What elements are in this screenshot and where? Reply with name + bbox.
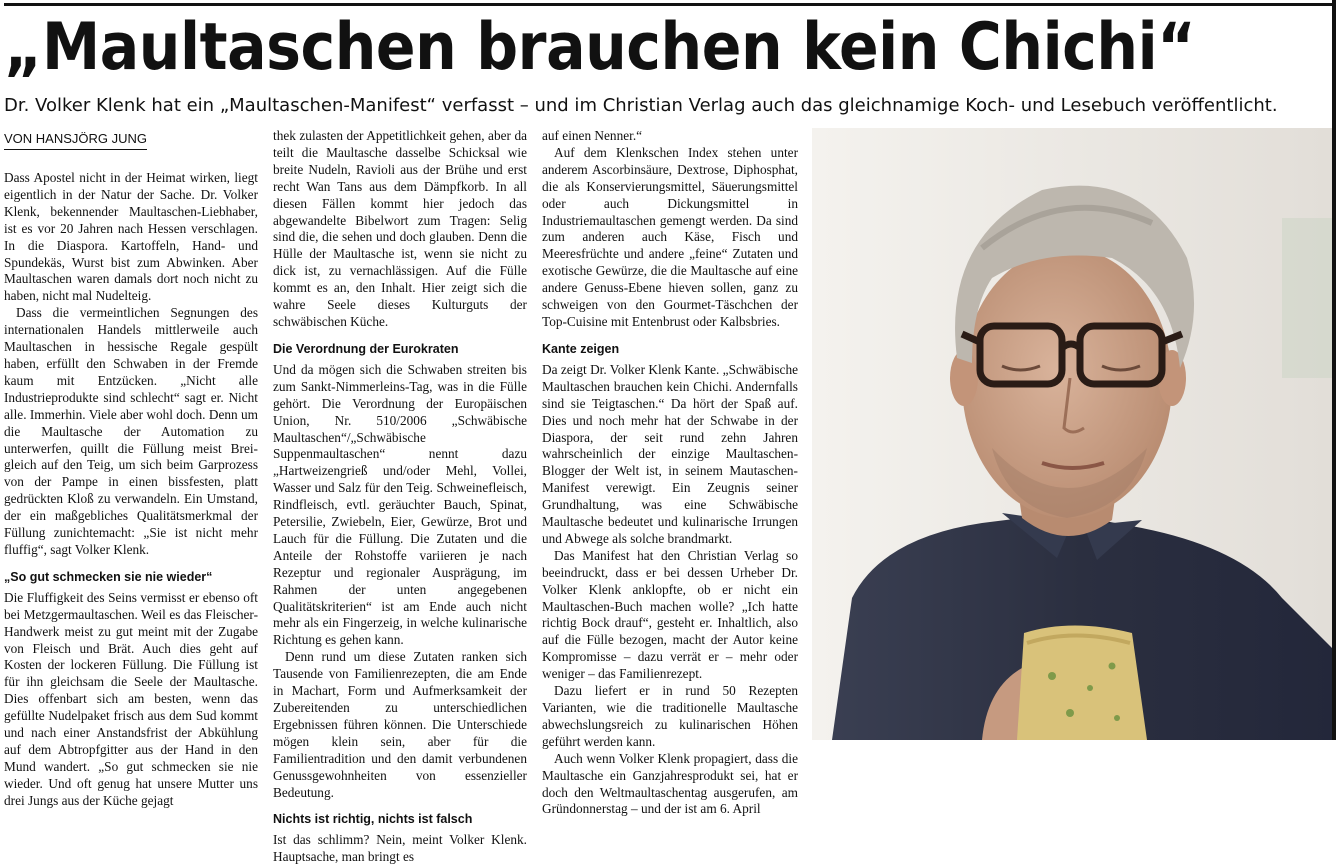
section-heading: Die Verordnung der Eurokraten xyxy=(273,341,459,356)
section-heading: Nichts ist richtig, nichts ist falsch xyxy=(273,812,473,827)
paragraph: Denn rund um diese Zutaten ranken sich Tausende von Familienrezepten, die am Ende in Machart, Form und Aufmerksamkeit der Zubereitenden zu unterschiedlichen Ergebnissen führen können. Die Unterschiede mögen klein sein, aber für die Familientradition und den damit verbundenen Genussgewohnheiten von essenzieller Bedeutung. xyxy=(273,649,527,800)
wall-art xyxy=(1282,218,1332,378)
paragraph: Und da mögen sich die Schwaben streiten bis zum Sankt-Nimmerleins-Tag, was in die Fülle gehört. Die Verordnung der Europäischen Union, Nr. 510/2006 „Schwäbische Maultaschen“/„Schwäbische Suppenmaultaschen“ nennt dazu „Hartweizengrieß und/oder Mehl, Vollei, Wasser und Salz für den Teig. Schweinefleisch, Rindfleisch, evtl. geräuchter Bauch, Spinat, Petersilie, Zwiebeln, Eier, Gewürze, Brot und Lauch für die Füllung. Die Zutaten und die Anteile der Rohstoffe variieren je nach Rezeptur und regionaler Ausprägung, im Rahmen der unten angegebenen Qualitätskriterien“ ist am Ende auch nicht mehr als ein Fingerzeig, in welche kulinarische Richtung es gehen kann. xyxy=(273,361,527,648)
section-heading: Kante zeigen xyxy=(542,341,620,356)
text-column-1 xyxy=(4,170,258,808)
paragraph: Dazu liefert er in rund 50 Rezepten Varianten, wie die traditionelle Maultasche abwechslungsreich zu kulinarischen Höhen geführt werden kann. xyxy=(542,683,798,749)
paragraph: Da zeigt Dr. Volker Klenk Kante. „Schwäbische Maultaschen brauchen kein Chichi. Andernfalls sind sie Teigtaschen.“ Da hört der Spaß auf. Dies und noch mehr hat der Schwabe in der Diaspora, der seit rund zehn Jahren wahrscheinlich der einzige Maultaschen-Blogger der Welt ist, in seinem Mautaschen-Manifest verewigt. Ein Zeugnis seiner Grundhaltung, was eine Schwäbische Maultasche bedeutet und kulinarische Irrungen und Abwege als solche brandmarkt. xyxy=(542,361,798,546)
portrait-photo xyxy=(812,128,1332,740)
paragraph: Dass Apostel nicht in der Heimat wirken, liegt eigentlich in der Natur der Sache. Dr. Volker Klenk, bekennender Maultaschen-Liebhaber, ist es vor 20 Jahren nach Hessen verschlagen. In die Diaspora. Kartoffeln, Hand- und Spundekäs, Wurst bist zum Abwinken. Aber Maultaschen waren damals dort noch nicht zu haben, nicht mal Nudelteig. xyxy=(4,170,258,304)
paragraph: Auf dem Klenkschen Index stehen unter anderem Ascorbinsäure, Dextrose, Diphosphat, die als Konservierungsmittel, Säuerungsmittel oder auch Dickungsmittel in Industriemaultaschen gemengt werden. Da sind zum anderen auch Käse, Fisch und Meeresfrüchte und andere „feine“ Zutaten und exotische Gewürze, die die Maultasche auf eine andere Genuss-Ebene hieven sollen, ganz zu schweigen von den Gourmet-Täschchen der Top-Cuisine mit Entenbrust oder Kalbsbries. xyxy=(542,144,798,329)
paragraph: Auch wenn Volker Klenk propagiert, dass die Maultasche ein Ganzjahresprodukt sei, hat er doch den Weltmaultaschentag ausgerufen, am Gründonnerstag – und der ist am 6. April xyxy=(542,750,798,817)
paragraph: auf einen Nenner.“ xyxy=(542,128,643,143)
text-column-3 xyxy=(542,128,798,817)
paragraph: Das Manifest hat den Christian Verlag so beeindruckt, dass er bei dessen Urheber Dr. Volker Klenk anklopfte, ob er nicht ein Maultaschen-Buch machen wolle? „Ich hatte richtig Bock drauf“, gesteht er. Inhaltlich, also auf die Fülle bezogen, macht der Autor keine Kompromisse – dazu verrät er – mehr oder weniger – das Familienrezept. xyxy=(542,547,798,682)
page-edge-rule xyxy=(1332,0,1336,740)
headline: „Maultaschen brauchen kein Chichi“ xyxy=(4,10,1196,85)
paragraph: Dass die vermeintlichen Segnungen des internationalen Handels mittlerweile auch Maultaschen in hessische Regale gespült haben, erfüllt den Schwaben in der Fremde kaum mit Entzücken. „Nicht alle Industrieprodukte sind schlecht“ sagt er. Nicht alle. Immerhin. Viele aber wohl doch. Denn um die Maultasche der Automation zu unterwerfen, quillt die Füllung meist Brei-gleich auf den Teig, um sich beim Garprozess von der Pampe in einen bissfesten, platt gedrückten Kloß zu verwandeln. Ein Umstand, der ein maßgebliches Qualitätsmerkmal der Füllung zunichtemacht: „Sie ist nicht mehr fluffig“, sagt Volker Klenk. xyxy=(4,305,258,557)
maultasche-icon xyxy=(1017,626,1147,741)
subheadline: Dr. Volker Klenk hat ein „Maultaschen-Manifest“ verfasst – und im Christian Verlag auch das gleichnamige Koch- und Lesebuch veröffentlicht. xyxy=(4,95,1278,116)
paragraph: Ist das schlimm? Nein, meint Volker Klenk. Hauptsache, man bringt es xyxy=(273,832,527,865)
portrait-illustration xyxy=(812,128,1332,740)
section-heading: „So gut schmecken sie nie wieder“ xyxy=(4,569,213,584)
text-column-2 xyxy=(273,128,527,865)
paragraph: Die Fluffigkeit des Seins vermisst er ebenso oft bei Metzgermaultaschen. Weil es das Fleischer-Handwerk meist zu gut meint mit der Zugabe von Fleisch und Brät. Auch dies geht auf Kosten der lockeren Füllung. Die Füllung ist für ihn gleichsam die Seele der Maultasche. Dies offenbart sich am besten, wenn das gefüllte Nudelpaket frisch aus dem Sud kommt und nach einer Anstandsfrist der Abkühlung auf dem Abtropfgitter aus der Hand in den Mund wandert. „So gut schmecken sie nie wieder. Und oft genug hat unsere Mutter uns drei Jungs aus der Küche gejagt xyxy=(4,589,258,808)
paragraph: thek zulasten der Appetitlichkeit gehen, aber da teilt die Maultasche dasselbe Schicksal wie breite Nudeln, Ravioli aus der Brühe und erst recht Wan Tans aus dem Dämpfkorb. In all diesen Fällen kommt hier jedoch das abgewandelte Bibelwort zum Tragen: Selig sind die, die sehen und doch glauben. Denn die Hülle der Maultasche ist, wenn sie nicht zu dick ist, zu vernachlässigen. Auf die Fülle kommt es an, den Inhalt. Hier zeigt sich die wahre Seele dieses Kulturguts der schwäbischen Küche. xyxy=(273,128,527,329)
author-byline: VON HANSJÖRG JUNG xyxy=(4,130,147,150)
